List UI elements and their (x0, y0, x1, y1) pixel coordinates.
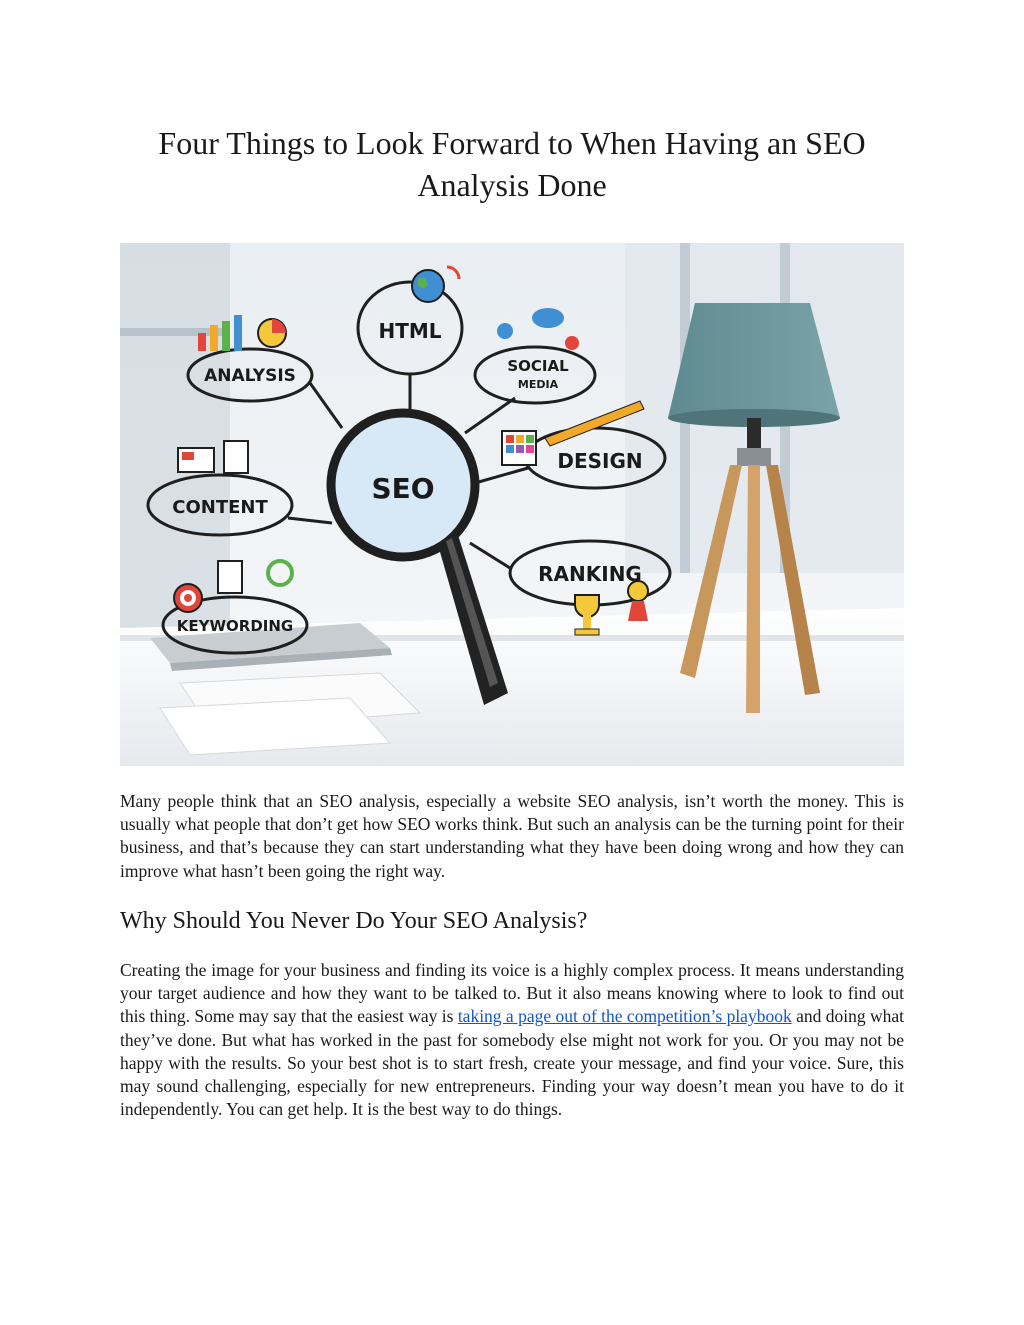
hero-label-content: CONTENT (172, 497, 268, 518)
section-paragraph-text-after: and doing what they’ve done. But what has worked in the past for somebody else might not work for you. Or you may not be happy with the results. So your best shot is to start fresh, create your message, and find your voice. Sure, this may sound challenging, especially for new entrepreneurs. Finding your way doesn’t mean you have to do it independently. You can get help. It is the best way to do things. (120, 1006, 904, 1120)
hero-label-seo: SEO (371, 472, 435, 505)
hero-label-analysis: ANALYSIS (204, 366, 296, 386)
hero-label-html: HTML (378, 319, 442, 343)
competition-playbook-link[interactable]: taking a page out of the competition’s playbook (457, 1006, 792, 1027)
hero-label-design: DESIGN (557, 449, 643, 473)
section-paragraph-text-before: Creating the image for your business and finding its voice is a highly complex process. It means understanding your target audience and how they want to be talked to. But it also means knowing where to look to find out this thing. Some may say that the easiest way is (120, 960, 904, 1027)
hero-label-social: SOCIAL (507, 357, 569, 375)
hero-image (120, 243, 904, 766)
hero-label-ranking: RANKING (538, 562, 642, 586)
hero-label-keywording: KEYWORDING (176, 617, 294, 635)
hero-label-media: MEDIA (517, 378, 559, 391)
document-title: Four Things to Look Forward to When Having an SEO Analysis Done (158, 125, 866, 203)
section-paragraph (120, 959, 904, 1121)
section-heading: Why Should You Never Do Your SEO Analysis? (120, 908, 588, 934)
intro-paragraph: Many people think that an SEO analysis, especially a website SEO analysis, isn’t worth the money. This is usually what people that don’t get how SEO works think. But such an analysis can be the turning point for their business, and that’s because they can start understanding what they have been doing wrong and how they can improve what hasn’t been going the right way. (120, 791, 904, 881)
